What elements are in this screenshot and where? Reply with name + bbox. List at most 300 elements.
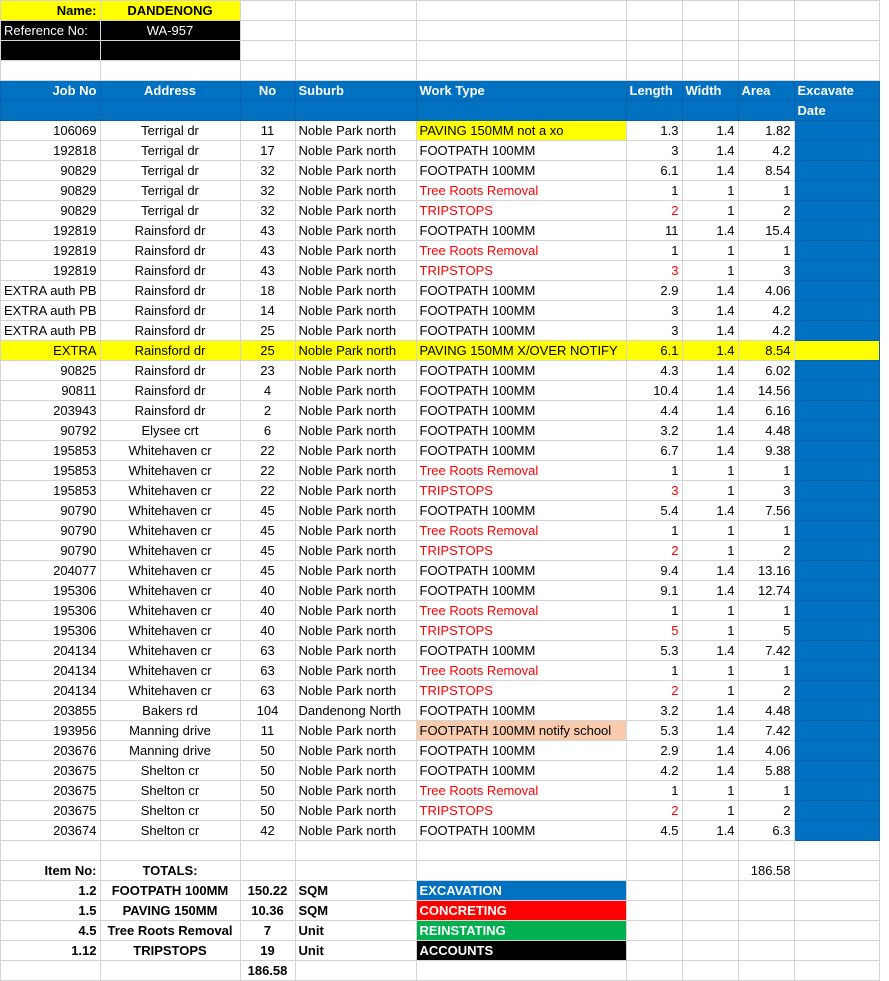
suburb-cell[interactable]: Noble Park north <box>295 121 416 141</box>
width-cell[interactable]: 1 <box>682 781 738 801</box>
length-cell[interactable]: 2 <box>626 201 682 221</box>
length-cell[interactable]: 5.3 <box>626 641 682 661</box>
length-cell[interactable]: 1 <box>626 461 682 481</box>
width-cell[interactable]: 1 <box>682 181 738 201</box>
width-cell[interactable]: 1.4 <box>682 361 738 381</box>
col-address[interactable]: Address <box>100 81 240 101</box>
work-type-cell[interactable]: FOOTPATH 100MM <box>416 741 626 761</box>
width-cell[interactable]: 1.4 <box>682 501 738 521</box>
excavate-date-cell[interactable] <box>794 201 879 221</box>
width-cell[interactable]: 1.4 <box>682 161 738 181</box>
excavate-date-cell[interactable] <box>794 781 879 801</box>
address-cell[interactable]: Terrigal dr <box>100 121 240 141</box>
col-date[interactable]: Date <box>794 101 879 121</box>
address-cell[interactable]: Shelton cr <box>100 821 240 841</box>
excavate-date-cell[interactable] <box>794 481 879 501</box>
number-cell[interactable]: 104 <box>240 701 295 721</box>
excavate-date-cell[interactable] <box>794 401 879 421</box>
area-cell[interactable]: 2 <box>738 681 794 701</box>
excavate-date-cell[interactable] <box>794 501 879 521</box>
work-type-cell[interactable]: FOOTPATH 100MM <box>416 761 626 781</box>
job-no-cell[interactable]: 195306 <box>1 581 101 601</box>
excavate-date-cell[interactable] <box>794 701 879 721</box>
job-no-cell[interactable]: 90790 <box>1 501 101 521</box>
width-cell[interactable]: 1.4 <box>682 341 738 361</box>
area-cell[interactable]: 1 <box>738 781 794 801</box>
work-type-cell[interactable]: TRIPSTOPS <box>416 801 626 821</box>
work-type-cell[interactable]: TRIPSTOPS <box>416 261 626 281</box>
number-cell[interactable]: 23 <box>240 361 295 381</box>
suburb-cell[interactable]: Noble Park north <box>295 781 416 801</box>
area-cell[interactable]: 2 <box>738 541 794 561</box>
job-no-cell[interactable]: 90790 <box>1 541 101 561</box>
area-cell[interactable]: 2 <box>738 201 794 221</box>
work-type-cell[interactable]: FOOTPATH 100MM <box>416 321 626 341</box>
job-no-cell[interactable]: EXTRA auth PB <box>1 321 101 341</box>
width-cell[interactable]: 1 <box>682 681 738 701</box>
suburb-cell[interactable]: Noble Park north <box>295 801 416 821</box>
excavate-date-cell[interactable] <box>794 241 879 261</box>
length-cell[interactable]: 1 <box>626 781 682 801</box>
job-no-cell[interactable]: 203676 <box>1 741 101 761</box>
suburb-cell[interactable]: Noble Park north <box>295 581 416 601</box>
job-no-cell[interactable]: 106069 <box>1 121 101 141</box>
item-qty-cell[interactable]: 150.22 <box>240 881 295 901</box>
suburb-cell[interactable]: Noble Park north <box>295 181 416 201</box>
suburb-cell[interactable]: Noble Park north <box>295 421 416 441</box>
work-type-cell[interactable]: PAVING 150MM not a xo <box>416 121 626 141</box>
address-cell[interactable]: Whitehaven cr <box>100 541 240 561</box>
address-cell[interactable]: Whitehaven cr <box>100 501 240 521</box>
excavate-date-cell[interactable] <box>794 321 879 341</box>
area-cell[interactable]: 2 <box>738 801 794 821</box>
area-cell[interactable]: 4.2 <box>738 141 794 161</box>
length-cell[interactable]: 6.7 <box>626 441 682 461</box>
number-cell[interactable]: 40 <box>240 621 295 641</box>
number-cell[interactable]: 22 <box>240 481 295 501</box>
excavate-date-cell[interactable] <box>794 281 879 301</box>
width-cell[interactable]: 1.4 <box>682 121 738 141</box>
area-cell[interactable]: 4.48 <box>738 701 794 721</box>
item-qty-cell[interactable]: 7 <box>240 921 295 941</box>
job-no-cell[interactable]: EXTRA auth PB <box>1 301 101 321</box>
suburb-cell[interactable]: Noble Park north <box>295 401 416 421</box>
excavate-date-cell[interactable] <box>794 121 879 141</box>
address-cell[interactable]: Whitehaven cr <box>100 521 240 541</box>
work-type-cell[interactable]: Tree Roots Removal <box>416 181 626 201</box>
length-cell[interactable]: 4.5 <box>626 821 682 841</box>
number-cell[interactable]: 40 <box>240 581 295 601</box>
job-no-cell[interactable]: 195853 <box>1 461 101 481</box>
area-cell[interactable]: 12.74 <box>738 581 794 601</box>
work-type-cell[interactable]: FOOTPATH 100MM <box>416 641 626 661</box>
job-no-cell[interactable]: 204134 <box>1 641 101 661</box>
area-cell[interactable]: 1 <box>738 601 794 621</box>
number-cell[interactable]: 45 <box>240 541 295 561</box>
area-cell[interactable]: 1 <box>738 241 794 261</box>
excavate-date-cell[interactable] <box>794 181 879 201</box>
suburb-cell[interactable]: Noble Park north <box>295 201 416 221</box>
work-type-cell[interactable]: FOOTPATH 100MM <box>416 301 626 321</box>
number-cell[interactable]: 50 <box>240 741 295 761</box>
excavate-date-cell[interactable] <box>794 441 879 461</box>
address-cell[interactable]: Terrigal dr <box>100 181 240 201</box>
address-cell[interactable]: Whitehaven cr <box>100 681 240 701</box>
excavate-date-cell[interactable] <box>794 681 879 701</box>
suburb-cell[interactable]: Noble Park north <box>295 621 416 641</box>
suburb-cell[interactable]: Noble Park north <box>295 541 416 561</box>
area-cell[interactable]: 4.2 <box>738 321 794 341</box>
suburb-cell[interactable]: Noble Park north <box>295 441 416 461</box>
suburb-cell[interactable]: Noble Park north <box>295 521 416 541</box>
excavate-date-cell[interactable] <box>794 581 879 601</box>
work-type-cell[interactable]: Tree Roots Removal <box>416 461 626 481</box>
width-cell[interactable]: 1 <box>682 481 738 501</box>
job-no-cell[interactable]: 195853 <box>1 481 101 501</box>
work-type-cell[interactable]: Tree Roots Removal <box>416 521 626 541</box>
number-cell[interactable]: 40 <box>240 601 295 621</box>
work-type-cell[interactable]: PAVING 150MM X/OVER NOTIFY <box>416 341 626 361</box>
work-type-cell[interactable]: FOOTPATH 100MM <box>416 281 626 301</box>
area-cell[interactable]: 8.54 <box>738 341 794 361</box>
col-width[interactable]: Width <box>682 81 738 101</box>
number-cell[interactable]: 2 <box>240 401 295 421</box>
job-no-cell[interactable]: 203675 <box>1 761 101 781</box>
length-cell[interactable]: 3.2 <box>626 421 682 441</box>
address-cell[interactable]: Rainsford dr <box>100 241 240 261</box>
job-no-cell[interactable]: 192819 <box>1 241 101 261</box>
work-type-cell[interactable]: TRIPSTOPS <box>416 481 626 501</box>
suburb-cell[interactable]: Noble Park north <box>295 821 416 841</box>
job-no-cell[interactable]: 203675 <box>1 781 101 801</box>
suburb-cell[interactable]: Noble Park north <box>295 281 416 301</box>
excavate-date-cell[interactable] <box>794 601 879 621</box>
item-name-cell[interactable]: PAVING 150MM <box>100 901 240 921</box>
excavate-date-cell[interactable] <box>794 541 879 561</box>
col-excavate[interactable]: Excavate <box>794 81 879 101</box>
number-cell[interactable]: 50 <box>240 761 295 781</box>
length-cell[interactable]: 2.9 <box>626 281 682 301</box>
width-cell[interactable]: 1 <box>682 621 738 641</box>
width-cell[interactable]: 1.4 <box>682 761 738 781</box>
address-cell[interactable]: Shelton cr <box>100 761 240 781</box>
length-cell[interactable]: 4.2 <box>626 761 682 781</box>
number-cell[interactable]: 45 <box>240 501 295 521</box>
number-cell[interactable]: 63 <box>240 681 295 701</box>
area-total[interactable]: 186.58 <box>738 861 794 881</box>
length-cell[interactable]: 1 <box>626 661 682 681</box>
width-cell[interactable]: 1 <box>682 601 738 621</box>
width-cell[interactable]: 1 <box>682 521 738 541</box>
suburb-cell[interactable]: Noble Park north <box>295 221 416 241</box>
length-cell[interactable]: 3 <box>626 141 682 161</box>
number-cell[interactable]: 17 <box>240 141 295 161</box>
number-cell[interactable]: 42 <box>240 821 295 841</box>
excavate-date-cell[interactable] <box>794 221 879 241</box>
length-cell[interactable]: 11 <box>626 221 682 241</box>
length-cell[interactable]: 5 <box>626 621 682 641</box>
width-cell[interactable]: 1.4 <box>682 441 738 461</box>
address-cell[interactable]: Rainsford dr <box>100 341 240 361</box>
address-cell[interactable]: Rainsford dr <box>100 301 240 321</box>
suburb-cell[interactable]: Noble Park north <box>295 261 416 281</box>
work-type-cell[interactable]: FOOTPATH 100MM <box>416 821 626 841</box>
suburb-cell[interactable]: Noble Park north <box>295 601 416 621</box>
width-cell[interactable]: 1.4 <box>682 821 738 841</box>
width-cell[interactable]: 1.4 <box>682 321 738 341</box>
area-cell[interactable]: 4.06 <box>738 281 794 301</box>
address-cell[interactable]: Terrigal dr <box>100 161 240 181</box>
length-cell[interactable]: 5.4 <box>626 501 682 521</box>
number-cell[interactable]: 11 <box>240 721 295 741</box>
excavate-date-cell[interactable] <box>794 761 879 781</box>
address-cell[interactable]: Whitehaven cr <box>100 561 240 581</box>
length-cell[interactable]: 5.3 <box>626 721 682 741</box>
address-cell[interactable]: Rainsford dr <box>100 281 240 301</box>
address-cell[interactable]: Whitehaven cr <box>100 601 240 621</box>
length-cell[interactable]: 4.4 <box>626 401 682 421</box>
job-no-cell[interactable]: 203855 <box>1 701 101 721</box>
excavate-date-cell[interactable] <box>794 261 879 281</box>
number-cell[interactable]: 22 <box>240 441 295 461</box>
address-cell[interactable]: Whitehaven cr <box>100 441 240 461</box>
length-cell[interactable]: 3.2 <box>626 701 682 721</box>
excavate-date-cell[interactable] <box>794 161 879 181</box>
area-cell[interactable]: 3 <box>738 481 794 501</box>
number-cell[interactable]: 45 <box>240 521 295 541</box>
width-cell[interactable]: 1.4 <box>682 561 738 581</box>
address-cell[interactable]: Terrigal dr <box>100 141 240 161</box>
length-cell[interactable]: 3 <box>626 261 682 281</box>
width-cell[interactable]: 1.4 <box>682 301 738 321</box>
width-cell[interactable]: 1.4 <box>682 381 738 401</box>
job-no-cell[interactable]: 204077 <box>1 561 101 581</box>
address-cell[interactable]: Whitehaven cr <box>100 641 240 661</box>
excavate-date-cell[interactable] <box>794 461 879 481</box>
width-cell[interactable]: 1 <box>682 541 738 561</box>
area-cell[interactable]: 5 <box>738 621 794 641</box>
width-cell[interactable]: 1.4 <box>682 581 738 601</box>
length-cell[interactable]: 3 <box>626 301 682 321</box>
work-type-cell[interactable]: Tree Roots Removal <box>416 601 626 621</box>
excavate-date-cell[interactable] <box>794 661 879 681</box>
area-cell[interactable]: 1 <box>738 521 794 541</box>
work-type-cell[interactable]: FOOTPATH 100MM <box>416 401 626 421</box>
excavate-date-cell[interactable] <box>794 641 879 661</box>
length-cell[interactable]: 1.3 <box>626 121 682 141</box>
number-cell[interactable]: 4 <box>240 381 295 401</box>
area-cell[interactable]: 15.4 <box>738 221 794 241</box>
width-cell[interactable]: 1.4 <box>682 421 738 441</box>
excavate-date-cell[interactable] <box>794 141 879 161</box>
area-cell[interactable]: 6.3 <box>738 821 794 841</box>
grand-total[interactable]: 186.58 <box>240 961 295 981</box>
name-value[interactable]: DANDENONG <box>100 1 240 21</box>
excavate-date-cell[interactable] <box>794 361 879 381</box>
job-no-cell[interactable]: 193956 <box>1 721 101 741</box>
work-type-cell[interactable]: FOOTPATH 100MM <box>416 381 626 401</box>
col-no[interactable]: No <box>240 81 295 101</box>
suburb-cell[interactable]: Dandenong North <box>295 701 416 721</box>
address-cell[interactable]: Whitehaven cr <box>100 581 240 601</box>
work-type-cell[interactable]: FOOTPATH 100MM <box>416 221 626 241</box>
length-cell[interactable]: 3 <box>626 321 682 341</box>
length-cell[interactable]: 1 <box>626 181 682 201</box>
excavate-date-cell[interactable] <box>794 801 879 821</box>
work-type-cell[interactable]: TRIPSTOPS <box>416 621 626 641</box>
col-area[interactable]: Area <box>738 81 794 101</box>
excavate-date-cell[interactable] <box>794 561 879 581</box>
area-cell[interactable]: 9.38 <box>738 441 794 461</box>
col-suburb[interactable]: Suburb <box>295 81 416 101</box>
job-no-cell[interactable]: 90829 <box>1 161 101 181</box>
number-cell[interactable]: 32 <box>240 161 295 181</box>
item-no-cell[interactable]: 1.12 <box>1 941 101 961</box>
job-no-cell[interactable]: 192819 <box>1 221 101 241</box>
length-cell[interactable]: 1 <box>626 241 682 261</box>
suburb-cell[interactable]: Noble Park north <box>295 381 416 401</box>
number-cell[interactable]: 43 <box>240 221 295 241</box>
work-type-cell[interactable]: FOOTPATH 100MM <box>416 361 626 381</box>
item-unit-cell[interactable]: Unit <box>295 941 416 961</box>
number-cell[interactable]: 6 <box>240 421 295 441</box>
suburb-cell[interactable]: Noble Park north <box>295 481 416 501</box>
number-cell[interactable]: 11 <box>240 121 295 141</box>
address-cell[interactable]: Shelton cr <box>100 781 240 801</box>
number-cell[interactable]: 14 <box>240 301 295 321</box>
suburb-cell[interactable]: Noble Park north <box>295 641 416 661</box>
job-no-cell[interactable]: EXTRA auth PB <box>1 281 101 301</box>
job-no-cell[interactable]: 90829 <box>1 201 101 221</box>
width-cell[interactable]: 1.4 <box>682 641 738 661</box>
item-no-cell[interactable]: 1.5 <box>1 901 101 921</box>
address-cell[interactable]: Rainsford dr <box>100 381 240 401</box>
job-no-cell[interactable]: 195853 <box>1 441 101 461</box>
number-cell[interactable]: 32 <box>240 201 295 221</box>
number-cell[interactable]: 22 <box>240 461 295 481</box>
address-cell[interactable]: Rainsford dr <box>100 261 240 281</box>
item-name-cell[interactable]: FOOTPATH 100MM <box>100 881 240 901</box>
number-cell[interactable]: 25 <box>240 321 295 341</box>
length-cell[interactable]: 2 <box>626 541 682 561</box>
width-cell[interactable]: 1.4 <box>682 741 738 761</box>
work-type-cell[interactable]: FOOTPATH 100MM <box>416 701 626 721</box>
address-cell[interactable]: Whitehaven cr <box>100 481 240 501</box>
address-cell[interactable]: Rainsford dr <box>100 221 240 241</box>
item-unit-cell[interactable]: SQM <box>295 901 416 921</box>
work-type-cell[interactable]: FOOTPATH 100MM <box>416 141 626 161</box>
suburb-cell[interactable]: Noble Park north <box>295 301 416 321</box>
number-cell[interactable]: 63 <box>240 641 295 661</box>
width-cell[interactable]: 1 <box>682 661 738 681</box>
suburb-cell[interactable]: Noble Park north <box>295 141 416 161</box>
job-no-cell[interactable]: 90829 <box>1 181 101 201</box>
number-cell[interactable]: 63 <box>240 661 295 681</box>
address-cell[interactable]: Whitehaven cr <box>100 661 240 681</box>
excavate-date-cell[interactable] <box>794 341 879 361</box>
area-cell[interactable]: 6.16 <box>738 401 794 421</box>
number-cell[interactable]: 25 <box>240 341 295 361</box>
excavate-date-cell[interactable] <box>794 741 879 761</box>
width-cell[interactable]: 1 <box>682 201 738 221</box>
job-no-cell[interactable]: 90792 <box>1 421 101 441</box>
number-cell[interactable]: 45 <box>240 561 295 581</box>
item-no-cell[interactable]: 4.5 <box>1 921 101 941</box>
area-cell[interactable]: 3 <box>738 261 794 281</box>
work-type-cell[interactable]: FOOTPATH 100MM <box>416 581 626 601</box>
work-type-cell[interactable]: Tree Roots Removal <box>416 241 626 261</box>
area-cell[interactable]: 8.54 <box>738 161 794 181</box>
length-cell[interactable]: 6.1 <box>626 341 682 361</box>
length-cell[interactable]: 1 <box>626 521 682 541</box>
area-cell[interactable]: 4.06 <box>738 741 794 761</box>
item-name-cell[interactable]: TRIPSTOPS <box>100 941 240 961</box>
excavate-date-cell[interactable] <box>794 301 879 321</box>
address-cell[interactable]: Elysee crt <box>100 421 240 441</box>
number-cell[interactable]: 50 <box>240 801 295 821</box>
address-cell[interactable]: Whitehaven cr <box>100 621 240 641</box>
width-cell[interactable]: 1 <box>682 461 738 481</box>
length-cell[interactable]: 6.1 <box>626 161 682 181</box>
suburb-cell[interactable]: Noble Park north <box>295 661 416 681</box>
suburb-cell[interactable]: Noble Park north <box>295 501 416 521</box>
area-cell[interactable]: 1 <box>738 661 794 681</box>
suburb-cell[interactable]: Noble Park north <box>295 561 416 581</box>
area-cell[interactable]: 1.82 <box>738 121 794 141</box>
suburb-cell[interactable]: Noble Park north <box>295 161 416 181</box>
area-cell[interactable]: 7.42 <box>738 641 794 661</box>
reference-value[interactable]: WA-957 <box>100 21 240 41</box>
address-cell[interactable]: Manning drive <box>100 741 240 761</box>
suburb-cell[interactable]: Noble Park north <box>295 461 416 481</box>
area-cell[interactable]: 14.56 <box>738 381 794 401</box>
job-no-cell[interactable]: 203675 <box>1 801 101 821</box>
width-cell[interactable]: 1 <box>682 261 738 281</box>
width-cell[interactable]: 1.4 <box>682 281 738 301</box>
work-type-cell[interactable]: TRIPSTOPS <box>416 201 626 221</box>
job-no-cell[interactable]: 90790 <box>1 521 101 541</box>
area-cell[interactable]: 7.42 <box>738 721 794 741</box>
job-no-cell[interactable]: 203943 <box>1 401 101 421</box>
suburb-cell[interactable]: Noble Park north <box>295 361 416 381</box>
excavate-date-cell[interactable] <box>794 821 879 841</box>
item-unit-cell[interactable]: SQM <box>295 881 416 901</box>
length-cell[interactable]: 1 <box>626 601 682 621</box>
number-cell[interactable]: 18 <box>240 281 295 301</box>
suburb-cell[interactable]: Noble Park north <box>295 741 416 761</box>
item-qty-cell[interactable]: 10.36 <box>240 901 295 921</box>
suburb-cell[interactable]: Noble Park north <box>295 241 416 261</box>
work-type-cell[interactable]: FOOTPATH 100MM <box>416 161 626 181</box>
excavate-date-cell[interactable] <box>794 721 879 741</box>
length-cell[interactable]: 2 <box>626 801 682 821</box>
item-no-cell[interactable]: 1.2 <box>1 881 101 901</box>
col-work-type[interactable]: Work Type <box>416 81 626 101</box>
width-cell[interactable]: 1.4 <box>682 221 738 241</box>
work-type-cell[interactable]: FOOTPATH 100MM <box>416 441 626 461</box>
work-type-cell[interactable]: TRIPSTOPS <box>416 541 626 561</box>
length-cell[interactable]: 10.4 <box>626 381 682 401</box>
width-cell[interactable]: 1 <box>682 241 738 261</box>
length-cell[interactable]: 2 <box>626 681 682 701</box>
work-type-cell[interactable]: TRIPSTOPS <box>416 681 626 701</box>
address-cell[interactable]: Rainsford dr <box>100 401 240 421</box>
area-cell[interactable]: 7.56 <box>738 501 794 521</box>
work-type-cell[interactable]: Tree Roots Removal <box>416 781 626 801</box>
area-cell[interactable]: 4.48 <box>738 421 794 441</box>
item-qty-cell[interactable]: 19 <box>240 941 295 961</box>
suburb-cell[interactable]: Noble Park north <box>295 321 416 341</box>
